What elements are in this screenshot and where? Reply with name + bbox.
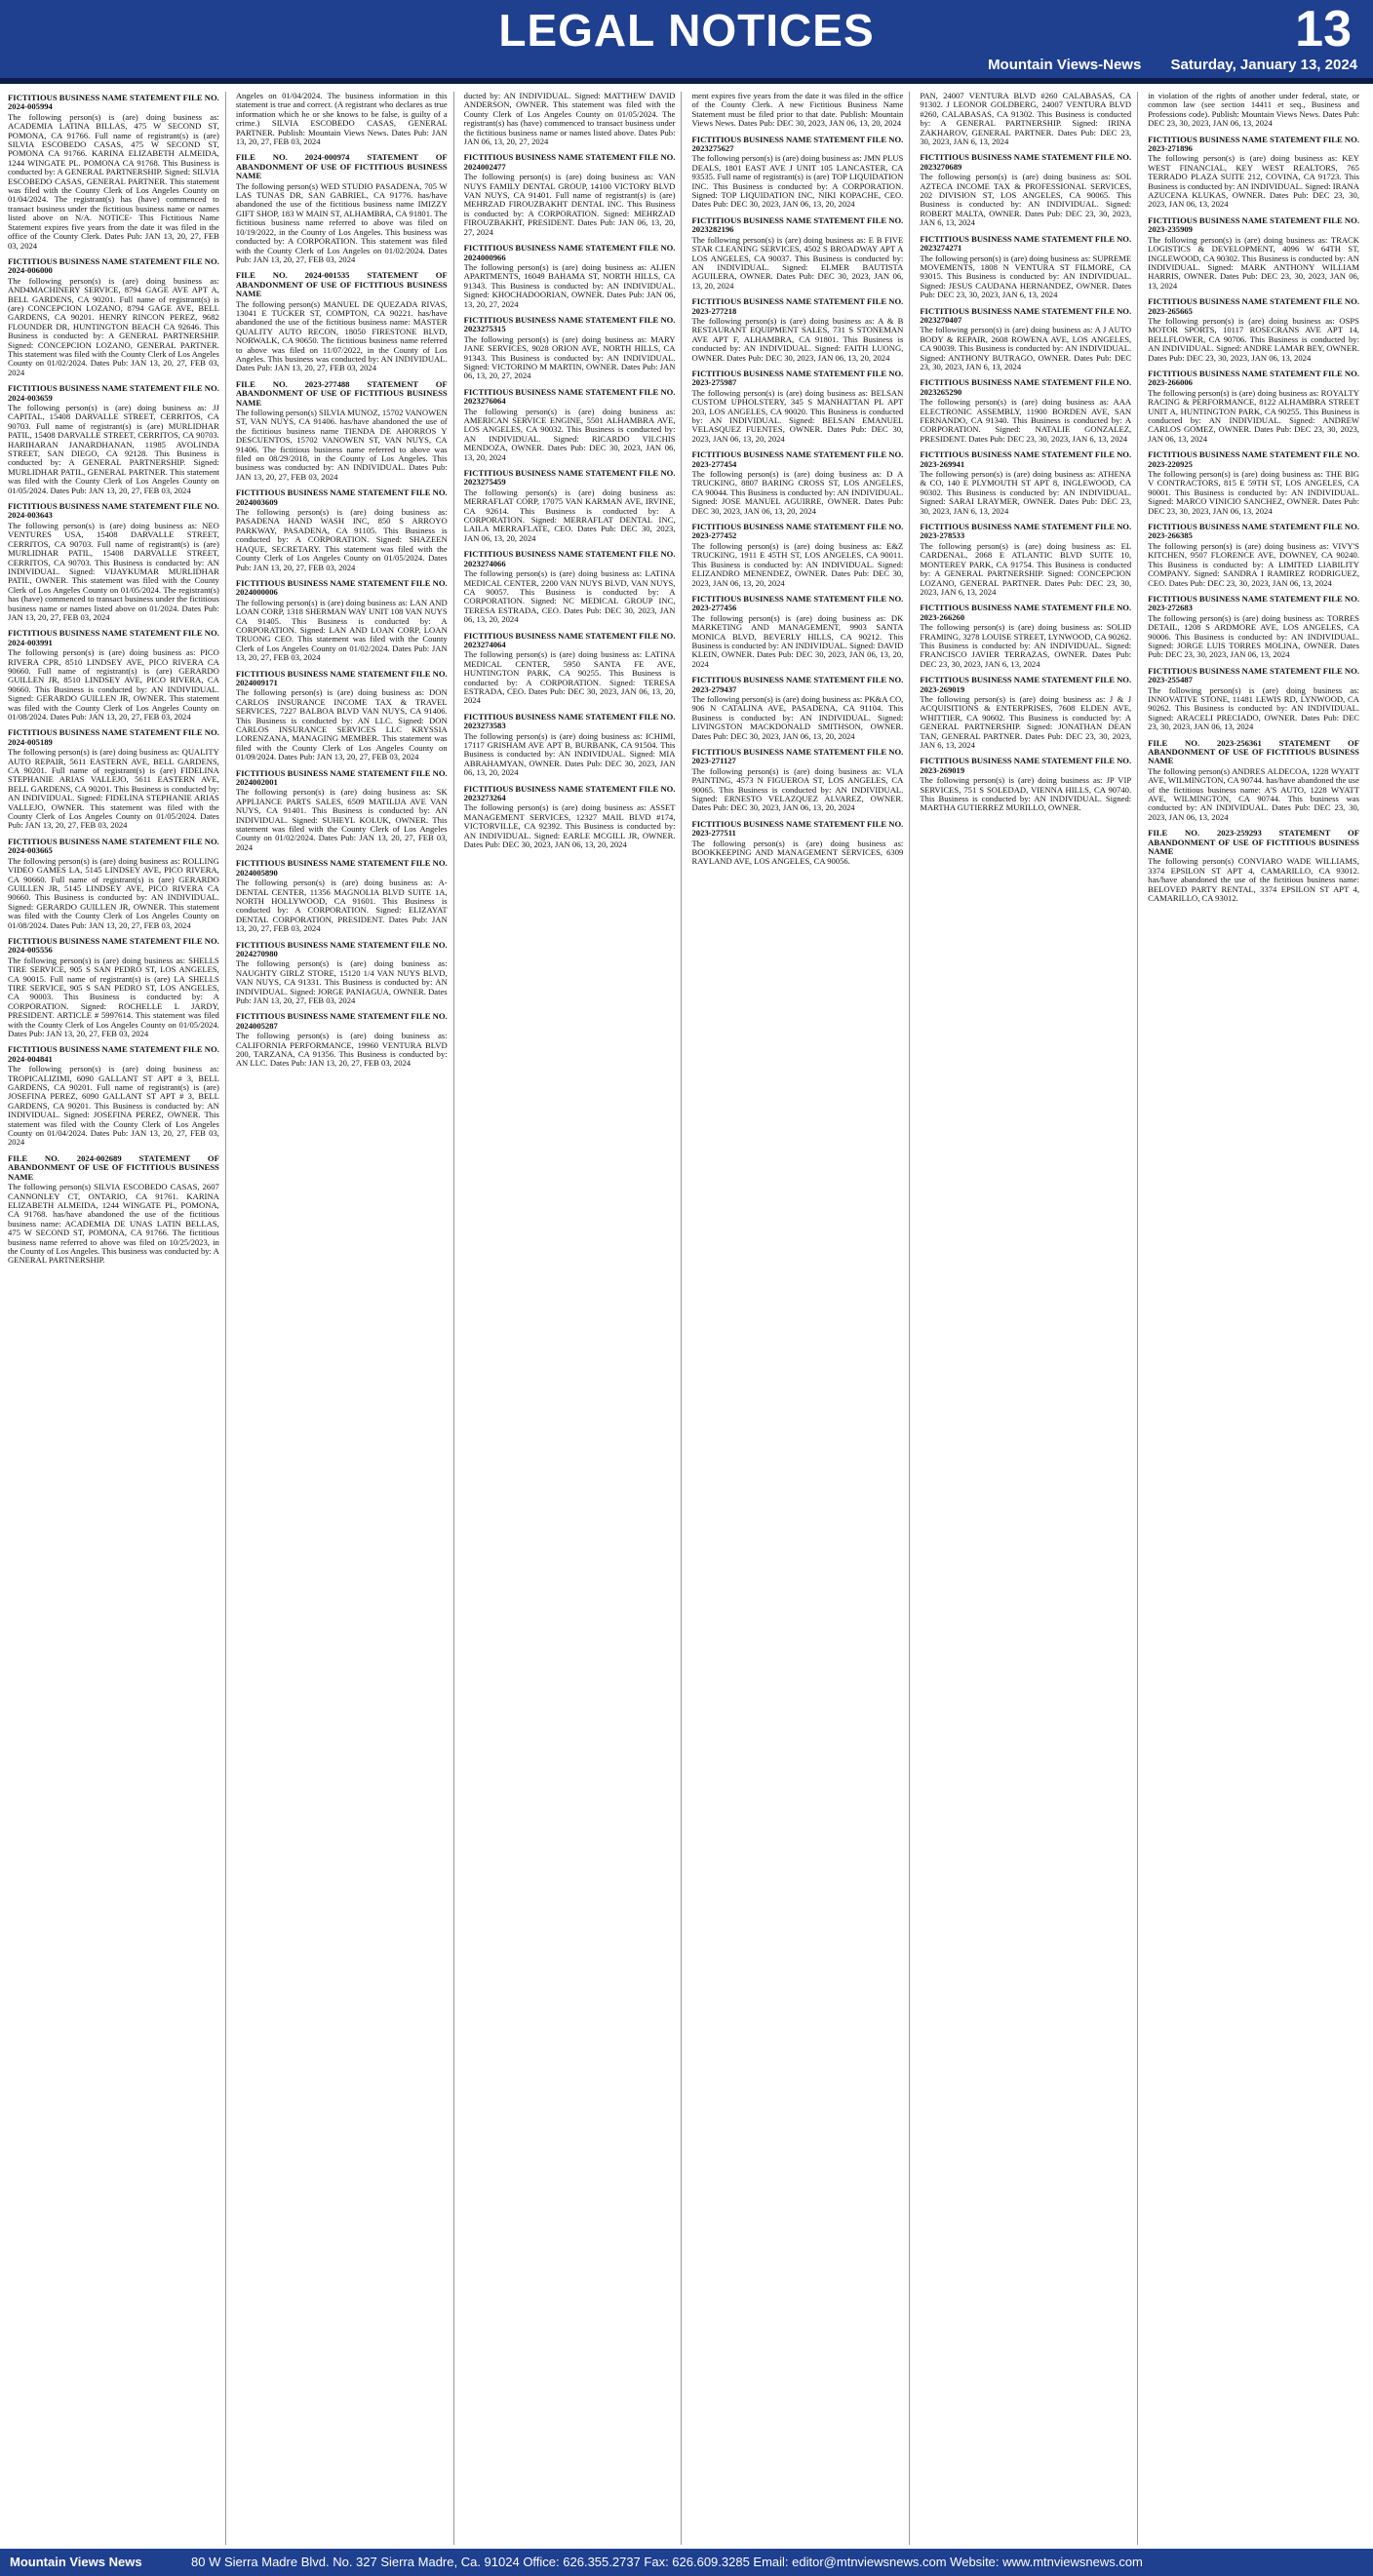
legal-notice [920, 378, 1131, 444]
notice-body: The following person(s) is (are) doing business as: E B FIVE STAR CLEANING SERVICES, 4502 S BROADWAY APT A LOS ANGELES, CA 90037. This Business is conducted by: AN INDIVIDUAL. Signed: ELMER BAUTISTA AGUILERA, OWNER. Dates Pub: DEC 30, 2023, JAN 06, 13, 20, 2024 [691, 234, 904, 291]
notice-heading: FICTITIOUS BUSINESS NAME STATEMENT FILE NO. 2023274066 [463, 549, 676, 568]
notice-heading: FILE NO. 2024-001535 STATEMENT OF ABANDONMENT OF USE OF FICTITIOUS BUSINESS NAME [235, 270, 448, 299]
legal-notice [464, 92, 676, 146]
legal-notice [920, 235, 1131, 300]
notice-body: The following person(s) is (are) doing business as: VAN NUYS FAMILY DENTAL GROUP, 14100 VICTORY BLVD VAN NUYS, CA 91401. Full name of registrant(s) is (are) MEHRZAD FIROUZBAKHT DENTAL INC. This Business is conducted by: A CORPORATION. Signed: MEHRZAD FIROUZBAKHT, PRESIDENT. Dates Pub: JAN 06, 13, 20, 27, 2024 [463, 172, 676, 237]
legal-notice [920, 450, 1131, 516]
footer-contact: 80 W Sierra Madre Blvd. No. 327 Sierra Madre, Ca. 91024 Office: 626.355.2737 Fax: 626.609.3285 Email: editor@mtnviewsnews.com Website: www.mtnviewsnews.com [191, 2555, 1143, 2569]
notice-heading: FICTITIOUS BUSINESS NAME STATEMENT FILE NO. 2024002001 [235, 767, 448, 788]
issue-date: Saturday, January 13, 2024 [1170, 57, 1357, 73]
legal-notice [1148, 370, 1359, 444]
legal-notice [236, 941, 448, 1006]
notice-heading: FICTITIOUS BUSINESS NAME STATEMENT FILE NO. 2023-269019 [920, 675, 1132, 694]
legal-notice [8, 728, 219, 830]
notice-body: The following person(s) is (are) doing business as: BOOKKEEPING AND MANAGEMENT SERVICES, 6309 RAYLAND AVE, LOS ANGELES, CA 90056. [691, 838, 904, 867]
notice-heading: FILE NO. 2023-259293 STATEMENT OF ABANDONMENT OF USE OF FICTITIOUS BUSINESS NAME [1148, 828, 1359, 857]
notice-heading: FICTITIOUS BUSINESS NAME STATEMENT FILE NO. 2023-269019 [920, 756, 1132, 775]
notice-heading: FICTITIOUS BUSINESS NAME STATEMENT FILE NO. 2023-266385 [1148, 522, 1359, 541]
legal-notice [1148, 92, 1359, 129]
notice-body: The following person(s) is (are) doing business as: EL CARDENAL, 2068 E ATLANTIC BLVD SUITE 10, MONTEREY PARK, CA 91754. This Business is conducted by: A GENERAL PARTNERSHIP. Signed: CONCEPCION LOZANO, GENERAL PARTNER. Dates Pub: DEC 23, 30, 2023, JAN 6, 13, 2024 [920, 540, 1132, 597]
notice-heading: FICTITIOUS BUSINESS NAME STATEMENT FILE NO. 2024-006000 [8, 255, 219, 276]
masthead-subline [962, 57, 1357, 73]
notice-heading: FICTITIOUS BUSINESS NAME STATEMENT FILE NO. 2024270980 [235, 939, 448, 958]
notice-heading: FICTITIOUS BUSINESS NAME STATEMENT FILE NO. 2023275627 [691, 134, 904, 154]
notice-body: The following person(s) is (are) doing business as: QUALITY AUTO REPAIR, 5611 EASTERN AVE, BELL GARDENS, CA 90201. Full name of registrant(s) is (are) FIDELINA STEPHANIE ARIAS VALLEJO, 5611 EASTERN AVE, BELL GARDENS, CA 90201. This Business is conducted by: AN INDIVIDUAL. Signed: FIDELINA STEPHANIE ARIAS VALLEJO, OWNER. This statement was filed with the County Clerk of Los Angeles County on 01/05/2024. Dates Pub: JAN 13, 20, 27, FEB 03, 2024 [8, 747, 219, 831]
notice-body: The following person(s) is (are) doing business as: JMN PLUS DEALS, 1801 EAST AVE J UNIT 105 LANCASTER, CA 93535. Full name of registrant(s) is (are) TOP LIQUIDATION INC. This Business is conducted by: A CORPORATION. Signed: TOP LIQUIDATION INC, NIKI KOPACHE, CEO. Dates Pub: DEC 30, 2023, JAN 06, 13, 20, 2024 [691, 153, 904, 210]
notice-body: The following person(s) is (are) doing business as: DK MARKETING AND MANAGEMENT, 9903 SANTA MONICA BLVD, BEVERLY HILLS, CA 90212. This Business is conducted by: AN INDIVIDUAL. Signed: DAVID KLEIN, OWNER. Dates Pub: DEC 30, 2023, JAN 06, 13, 20, 2024 [691, 612, 904, 669]
notice-body: The following person(s) is (are) doing business as: KEY WEST FINANCIAL, KEY WEST REALTORS, 765 TERRADO PLAZA SUITE 212, COVINA, CA 91723. This Business is conducted by: AN INDIVIDUAL. Signed: IRANA AZUCENA KLUKAS, OWNER. Dates Pub: DEC 23, 30, 2023, JAN 06, 13, 2024 [1148, 153, 1359, 210]
notice-body: The following person(s) is (are) doing business as: LAN AND LOAN CORP, 1318 SHERMAN WAY UNIT 108 VAN NUYS CA 91405. This Business is conducted by: A CORPORATION. Signed: LAN AND LOAN CORP, LOAN TRUONG CEO. This statement was filed with the County Clerk of Los Angeles County on 01/02/2024. Dates Pub: JAN 13, 20, 27, FEB 03, 2024 [235, 597, 448, 663]
legal-notice [464, 632, 676, 706]
notice-body: The following person(s) is (are) doing business as: SOL AZTECA INCOME TAX & PROFESSIONAL SERVICES, 202 DIVISION ST, LOS ANGELES, CA 90065. This Business is conducted by: AN INDIVIDUAL. Signed: ROBERT MALTA, OWNER. Dates Pub: DEC 23, 30, 2023, JAN 6, 13, 2024 [920, 172, 1132, 228]
notice-body: The following person(s) is (are) doing business as: ROLLING VIDEO GAMES LA, 5145 LINDSEY AVE, PICO RIVERA, CA 90660. Full name of registrant(s) is (are) GERARDO GUILLEN JR, 5145 LINDSEY AVE, PICO RIVERA CA 90660. This Business is conducted by: AN INDIVIDUAL. Signed: GERARDO GUILLEN JR, OWNER. This statement was filed with the County Clerk of Los Angeles County on 01/08/2024. Dates Pub: JAN 13, 20, 27, FEB 03, 2024 [8, 855, 219, 930]
notice-body: The following person(s) is (are) doing business as: ASSET MANAGEMENT SERVICES, 12327 MAIL BLVD #174, VICTORVILLE, CA 92392. This Business is conducted by: AN INDIVIDUAL. Signed: EARLE MCGILL JR, OWNER. Dates Pub: DEC 30, 2023, JAN 06, 13, 20, 2024 [463, 802, 676, 850]
notice-body: in violation of the rights of another under federal, state, or common law (see section 14411 et seq., Business and Professions code). Publish: Mountain Views News. Dates Pub: DEC 23, 30, 2023, JAN 06, 13, 2024 [1148, 92, 1359, 129]
legal-notice [691, 748, 903, 813]
legal-notice [236, 153, 448, 264]
legal-notice [236, 271, 448, 372]
legal-notice [236, 670, 448, 762]
legal-notice [1148, 595, 1359, 660]
legal-notice [8, 838, 219, 930]
legal-notice [1148, 216, 1359, 291]
notice-body: PAN, 24007 VENTURA BLVD #260 CALABASAS, CA 91302. J LEONOR GOLDBERG, 24007 VENTURA BLVD #260, CALABASAS, CA 91302. This Business is conducted by: A GENERAL PARTNERSHIP. Signed: IRINA ZAKHAROV, GENERAL PARTNER. Dates Pub: DEC 23, 30, 2023, JAN 6, 13, 2024 [920, 92, 1132, 147]
legal-notice [920, 307, 1131, 372]
notice-heading: FICTITIOUS BUSINESS NAME STATEMENT FILE NO. 2023-277452 [691, 522, 904, 541]
notice-heading: FICTITIOUS BUSINESS NAME STATEMENT FILE NO. 2023274064 [463, 630, 676, 649]
notice-body: The following person(s) WED STUDIO PASADENA, 705 W LAS TUNAS DR, SAN GABRIEL, CA 91776. has/have abandoned the use of the fictitious business name IMIZZY GIFT SHOP, 183 W MAIN ST, ALHAMBRA, CA 91801. The fictitious business name referred to above was filed on 10/19/2022, in the County of Los Angeles. This business was conducted by: A CORPORATION. This statement was filed with the County Clerk of Los Angeles on 01/02/2024. Dates Pub: JAN 13, 20, 27, FEB 03, 2024 [235, 180, 448, 264]
legal-notice [1148, 450, 1359, 516]
notice-body: The following person(s) is (are) doing business as: TROPICALIZIMI, 6090 GALLANT ST APT # 3, BELL GARDENS, CA 90201. Full name of registrant(s) is (are) JOSEFINA PEREZ, 6090 GALLANT ST APT # 3, BELL GARDENS, CA 90201. This Business is conducted by: AN INDIVIDUAL. Signed: JOSEFINA PEREZ, OWNER. This statement was filed with the County Clerk of Los Angeles County on 01/04/2024. Dates Pub: JAN 13, 20, 27, FEB 03, 2024 [8, 1064, 219, 1148]
legal-notice [920, 153, 1131, 227]
notice-body: The following person(s) SILVIA ESCOBEDO CASAS, 2607 CANNONLEY CT, ONTARIO, CA 91761. KARINA ELIZABETH ALMEIDA, 1244 WINGATE PL, POMONA, CA 91768. has/have abandoned the use of the fictitious business name: ACADEMIA DE UNAS LATIN BELLAS, 475 W SECOND ST, POMONA, CA 91766. The fictitious business name referred to above was filed on 10/25/2023, in the County of Los Angeles. This business was conducted by: A GENERAL PARTNERSHIP. [8, 1182, 219, 1266]
notice-body: The following person(s) is (are) doing business as: A & B RESTAURANT EQUIPMENT SALES, 731 S STONEMAN AVE APT F, ALHAMBRA, CA 91801. This Business is conducted by: AN INDIVIDUAL. Signed: FAITH LUONG, OWNER. Dates Pub: DEC 30, 2023, JAN 06, 13, 20, 2024 [691, 315, 904, 363]
notice-body: The following person(s) is (are) doing business as: E&Z TRUCKING, 1911 E 45TH ST, LOS ANGELES, CA 90011. This Business is conducted by: AN INDIVIDUAL. Signed: ELIZANDRO MENENDEZ, OWNER. Dates Pub: DEC 30, 2023, JAN 06, 13, 20, 2024 [691, 540, 904, 588]
legal-notice [236, 769, 448, 853]
notice-body: The following person(s) is (are) doing business as: SOLID FRAMING, 3278 LOUISE STREET, LYNWOOD, CA 90262. This Business is conducted by: AN INDIVIDUAL. Signed: FRANCISCO JAVIER TERRAZAS, OWNER. Dates Pub: DEC 23, 30, 2023, JAN 6, 13, 2024 [920, 622, 1132, 669]
legal-notice [236, 488, 448, 572]
notice-heading: FICTITIOUS BUSINESS NAME STATEMENT FILE NO. 2023275315 [463, 314, 676, 334]
notice-heading: FICTITIOUS BUSINESS NAME STATEMENT FILE NO. 2023-275987 [691, 368, 904, 388]
legal-notice [236, 859, 448, 933]
notice-heading: FICTITIOUS BUSINESS NAME STATEMENT FILE NO. 2023-269941 [920, 449, 1132, 469]
notice-heading: FICTITIOUS BUSINESS NAME STATEMENT FILE NO. 2023270689 [920, 152, 1132, 172]
publication-name: Mountain Views-News [988, 57, 1142, 73]
legal-notice [236, 92, 448, 146]
notice-body: The following person(s) is (are) doing business as: JP VIP SERVICES, 751 S SOLEDAD, VIENNA HILLS, CA 90740. This Business is conducted by: AN INDIVIDUAL. Signed: MARTHA GUTIERREZ MURILLO, OWNER. [920, 775, 1132, 813]
column-3 [464, 92, 683, 2545]
footer-publication: Mountain Views News [10, 2555, 142, 2569]
legal-notice [8, 629, 219, 722]
notice-body: The following person(s) is (are) doing business as: A J AUTO BODY & REPAIR, 2608 ROWENA AVE, LOS ANGELES, CA 90039. This Business is conducted by: AN INDIVIDUAL. Signed: ANTHONY BUTRAGO, OWNER. Dates Pub: DEC 23, 30, 2023, JAN 6, 13, 2024 [920, 325, 1132, 371]
notice-heading: FICTITIOUS BUSINESS NAME STATEMENT FILE NO. 2024-003991 [8, 628, 219, 647]
notice-heading: FICTITIOUS BUSINESS NAME STATEMENT FILE NO. 2023-271127 [691, 747, 904, 766]
notice-body: The following person(s) is (are) doing business as: ALIEN APARTMENTS, 16049 BAHAMA ST, NORTH HILLS, CA 91343. This Business is conducted by: AN INDIVIDUAL. Signed: KHOCHADOORIAN, OWNER. Dates Pub: JAN 06, 13, 20, 27, 2024 [463, 261, 676, 309]
masthead-banner [0, 0, 1373, 78]
notice-body: The following person(s) is (are) doing business as: ATHENA & CO, 140 E PLYMOUTH ST APT 8, INGLEWOOD, CA 90302. This Business is conducted by: AN INDIVIDUAL. Signed: SARAI LRAYMER, OWNER. Dates Pub: DEC 23, 30, 2023, JAN 6, 13, 2024 [920, 469, 1132, 516]
notice-body: The following person(s) is (are) doing business as: INNOVATIVE STONE, 11481 LEWIS RD, LYNWOOD, CA 90262. This Business is conducted by: AN INDIVIDUAL. Signed: ARACELI PRECIADO, OWNER. Dates Pub: DEC 23, 30, 2023, JAN 06, 13, 2024 [1148, 684, 1359, 732]
column-6 [1148, 92, 1365, 2545]
legal-notice [1148, 739, 1359, 823]
notice-body: The following person(s) is (are) doing business as: NAUGHTY GIRLZ STORE, 15120 1/4 VAN NUYS BLVD, VAN NUYS, CA 91331. This Business is conducted by: AN INDIVIDUAL. Signed: JORGE PANIAGUA, OWNER. Dates Pub: JAN 13, 20, 27, FEB 03, 2024 [235, 958, 448, 1005]
column-4 [691, 92, 910, 2545]
notice-heading: FICTITIOUS BUSINESS NAME STATEMENT FILE NO. 2023276064 [463, 386, 676, 407]
legal-notice [464, 785, 676, 850]
notice-body: The following person(s) is (are) doing business as: AND4MACHINERY SERVICE, 8794 GAGE AVE APT A, BELL GARDENS, CA 90201. Full name of registrant(s) is (are) CONCEPCION LOZANO, 8794 GAGE AVE, BELL GARDENS, CA 90201. HENRY RINCON PEREZ, 9682 FLOUNDER DR, HUNTINGTON BEACH CA 92646. This Business is conducted by: A GENERAL PARTNERSHIP. Signed: CONCEPCION LOZANO, GENERAL PARTNER. This statement was filed with the County Clerk of Los Angeles County on 01/02/2024. Dates Pub: JAN 13, 20, 27, FEB 03, 2024 [8, 275, 219, 377]
column-2 [236, 92, 454, 2545]
legal-notice [920, 523, 1131, 597]
notice-heading: FICTITIOUS BUSINESS NAME STATEMENT FILE NO. 2024-005556 [8, 935, 219, 956]
notice-heading: FILE NO. 2023-256361 STATEMENT OF ABANDONMENT OF USE OF FICTITIOUS BUSINESS NAME [1148, 737, 1359, 766]
notice-columns [8, 92, 1365, 2545]
legal-notice [1148, 829, 1359, 903]
notice-heading: FILE NO. 2023-277488 STATEMENT OF ABANDONMENT OF USE OF FICTITIOUS BUSINESS NAME [235, 378, 448, 408]
column-1 [8, 92, 226, 2545]
notice-heading: FILE NO. 2024-002689 STATEMENT OF ABANDONMENT OF USE OF FICTITIOUS BUSINESS NAME [8, 1152, 219, 1182]
notice-heading: FICTITIOUS BUSINESS NAME STATEMENT FILE NO. 2023-278533 [920, 522, 1132, 541]
notice-body: ment expires five years from the date it was filed in the office of the County Clerk. A new Fictitious Business Name Statement must be filed prior to that date. Publish: Mountain Views News. Dates Pub: DEC 30, 2023, JAN 06, 13, 20, 2024 [691, 92, 904, 129]
notice-body: The following person(s) is (are) doing business as: OSPS MOTOR SPORTS, 10117 ROSECRANS AVE APT 14, BELLFLOWER, CA 90706. This Business is conducted by: AN INDIVIDUAL. Signed: ANDRE LAMAR BEY, OWNER. Dates Pub: DEC 23, 30, 2023, JAN 06, 13, 2024 [1148, 315, 1359, 363]
notice-body: The following person(s) is (are) doing business as: ICHIMI, 17117 GRISHAM AVE APT B, BURBANK, CA 91504. This Business is conducted by: AN INDIVIDUAL. Signed: MIA ABRAHAMYAN, OWNER. Dates Pub: DEC 30, 2023, JAN 06, 13, 20, 2024 [463, 730, 676, 778]
notice-heading: FICTITIOUS BUSINESS NAME STATEMENT FILE NO. 2024-003665 [8, 836, 219, 856]
notice-body: The following person(s) CONVIARO WADE WILLIAMS, 3374 EPSILON ST APT 4, CAMARILLO, CA 93012. has/have abandoned the use of the fictitious business name: BELOVED PARTY RENTAL, 3374 EPSILON ST APT 4, CAMARILLO, CA 93012. [1148, 856, 1359, 904]
column-5 [920, 92, 1138, 2545]
notice-heading: FICTITIOUS BUSINESS NAME STATEMENT FILE NO. 2024000006 [235, 577, 448, 598]
notice-heading: FICTITIOUS BUSINESS NAME STATEMENT FILE NO. 2023-271896 [1148, 134, 1359, 154]
notice-body: The following person(s) is (are) doing business as: PASADENA HAND WASH INC, 850 S ARROYO PARKWAY, PASADENA, CA 91105. This Business is conducted by: A CORPORATION. Signed: SHAZEEN HAQUE, SECRETARY. This statement was filed with the County Clerk of Los Angeles County on 01/05/2024. Dates Pub: JAN 13, 20, 27, FEB 03, 2024 [235, 507, 448, 572]
notice-body: The following person(s) is (are) doing business as: NEO VENTURES USA, 15408 DARVALLE STREET, CERRITOS, CA 90703. Full name of registrant(s) is (are) MURLIDHAR PATIL, 15408 DARVALLE STREET, CERRITOS, CA 90703. This Business is conducted by: AN INDIVIDUAL. Signed: VIJAYKUMAR MURLIDHAR PATIL, OWNER. This statement was filed with the County Clerk of Los Angeles County on 01/05/2024. The registrant(s) has (have) commenced to transact business under the fictitious business name or names listed above on 01/2024. Dates Pub: JAN 13, 20, 27, FEB 03, 2024 [8, 520, 219, 622]
notice-body: The following person(s) is (are) doing business as: PK&A CO, 906 N CATALINA AVE, PASADENA, CA 91104. This Business is conducted by: AN INDIVIDUAL. Signed: LIVINGSTON MACKDONALD SMITHSON, OWNER. Dates Pub: DEC 30, 2023, JAN 06, 13, 20, 2024 [691, 693, 904, 741]
footer-bar [0, 2549, 1373, 2576]
notice-body: The following person(s) is (are) doing business as: AMERICAN SERVICE ENGINE, 5501 ALHAMBRA AVE, LOS ANGELES, CA 90032. This Business is conducted by: AN INDIVIDUAL. Signed: RICARDO VILCHIS MENDOZA, OWNER. Dates Pub: DEC 30, 2023, JAN 06, 13, 20, 2024 [463, 406, 676, 462]
legal-notice [920, 676, 1131, 750]
notice-heading: FICTITIOUS BUSINESS NAME STATEMENT FILE NO. 2023273583 [463, 711, 676, 731]
notice-body: The following person(s) is (are) doing business as: A-DENTAL CENTER, 11356 MAGNOLIA BLVD SUITE 1A, NORTH HOLLYWOOD, CA 91601. This Business is conducted by: A CORPORATION. Signed: ELIZAYAT DENTAL CORPORATION, PRESIDENT. Dates Pub: JAN 13, 20, 27, FEB 03, 2024 [235, 878, 448, 934]
notice-body: Angeles on 01/04/2024. The business information in this statement is true and correct. (A registrant who declares as true information which he or she knows to be false, is guilty of a crime.) SILVIA ESCOBEDO CASAS, GENERAL PARTNER. Publish: Mountain Views News. Dates Pub: JAN 13, 20, 27, FEB 03, 2024 [235, 92, 448, 147]
notice-heading: FICTITIOUS BUSINESS NAME STATEMENT FILE NO. 2024-003659 [8, 383, 219, 403]
notice-heading: FICTITIOUS BUSINESS NAME STATEMENT FILE NO. 2023-266006 [1148, 368, 1359, 388]
section-title: LEGAL NOTICES [498, 5, 875, 56]
legal-notice [236, 579, 448, 663]
notice-body: The following person(s) is (are) doing business as: TRACK LOGISTICS & DEVELOPMENT, 4096 W 64TH ST, INGLEWOOD, CA 90302. This Business is conducted by: AN INDIVIDUAL. Signed: MARK ANTHONY WILLIAM HARRIS, OWNER. Dates Pub: DEC 23, 30, 2023, JAN 06, 13, 2024 [1148, 234, 1359, 291]
legal-notice [691, 523, 903, 588]
notice-heading: FICTITIOUS BUSINESS NAME STATEMENT FILE NO. 2023-277511 [691, 818, 904, 839]
notice-body: The following person(s) is (are) doing business as: ACADEMIA LATINA BILLAS, 475 W SECOND ST, POMONA, CA 91766. Full name of registrant(s) is (are) SILVIA ESCOBEDO CASAS, 475 W SECOND ST, POMONA CA 91766. KARINA ELIZABETH ALMEIDA, 1244 WINGATE PL. POMONA CA 91768. This Business is conducted by: A GENERAL PARTNERSHIP. Signed: SILVIA ESCOBEDO CASAS, GENERAL PARTNER. This statement was filed with the County Clerk of Los Angeles County on 01/04/2024. The registrant(s) has (have) commenced to transact business under the fictitious business name or names listed above on N/A. NOTICE- This Fictitious Name Statement expires five years from the date it was filed in the office of the County Clerk. Dates Pub: JAN 13, 20, 27, FEB 03, 2024 [8, 111, 219, 251]
notice-body: The following person(s) is (are) doing business as: JJ CAPITAL, 15408 DARVALLE STREET, CERRITOS, CA 90703. Full name of registrant(s) is (are) MURLIDHAR PATIL, 15408 DARVALLE STREET, CERRITOS, CA 90703. HARIHARAN JANARDHANAN, 11985 AVOLINDA STREET, SAN DIEGO, CA 92128. This Business is conducted by: A GENERAL PARTNERSHIP. Signed: MURLIDHAR PATIL, GENERAL PARTNER. This statement was filed with the County Clerk of Los Angeles County on 01/05/2024. Dates Pub: JAN 13, 20, 27, FEB 03, 2024 [8, 403, 219, 495]
notice-heading: FICTITIOUS BUSINESS NAME STATEMENT FILE NO. 2024003609 [235, 488, 448, 507]
notice-heading: FICTITIOUS BUSINESS NAME STATEMENT FILE NO. 2023-265665 [1148, 296, 1359, 316]
notice-heading: FICTITIOUS BUSINESS NAME STATEMENT FILE NO. 2023274271 [920, 233, 1132, 254]
legal-notice [8, 1045, 219, 1147]
legal-notice [1148, 523, 1359, 588]
notice-body: The following person(s) is (are) doing business as: MARY JANE SERVICES, 9028 ORION AVE, NORTH HILLS, CA 91343. This Business is conducted by: AN INDIVIDUAL. Signed: VICTORINO M MARTIN, OWNER. Dates Pub: JAN 06, 13, 20, 27, 2024 [463, 333, 676, 381]
notice-body: The following person(s) is (are) doing business as: LATINA MEDICAL CENTER, 2200 VAN NUYS BLVD, VAN NUYS, CA 90057. This Business is conducted by: A CORPORATION. Signed: NC MEDICAL GROUP INC, TERESA ESTRADA, CEO. Dates Pub: DEC 30, 2023, JAN 06, 13, 20, 2024 [463, 568, 676, 625]
legal-notice [464, 469, 676, 543]
legal-notice [691, 450, 903, 516]
notice-heading: FICTITIOUS BUSINESS NAME STATEMENT FILE NO. 2024-005189 [8, 727, 219, 747]
notice-heading: FICTITIOUS BUSINESS NAME STATEMENT FILE NO. 2023-272683 [1148, 593, 1359, 613]
notice-body: The following person(s) is (are) doing business as: AAA ELECTRONIC ASSEMBLY, 11900 BORDEN AVE, SAN FERNANDO, CA 91340. This Business is conducted by: A CORPORATION. Signed: NATALIE GONZALEZ, PRESIDENT. Dates Pub: DEC 23, 30, 2023, JAN 6, 13, 2024 [920, 397, 1132, 444]
notice-heading: FICTITIOUS BUSINESS NAME STATEMENT FILE NO. 2024-004841 [8, 1044, 219, 1064]
notice-heading: FICTITIOUS BUSINESS NAME STATEMENT FILE NO. 2024005287 [235, 1011, 448, 1031]
notice-heading: FICTITIOUS BUSINESS NAME STATEMENT FILE NO. 2023270407 [920, 305, 1132, 325]
notice-heading: FICTITIOUS BUSINESS NAME STATEMENT FILE NO. 2023275459 [463, 468, 676, 488]
legal-notice [8, 937, 219, 1038]
legal-notice [691, 820, 903, 867]
notice-body: The following person(s) is (are) doing business as: THE BIG V CONTRACTORS, 815 E 59TH ST, LOS ANGELES, CA 90001. This Business is conducted by: AN INDIVIDUAL. Signed: MARCO VINICIO SANCHEZ, OWNER. Dates Pub: DEC 23, 30, 2023, JAN 06, 13, 2024 [1148, 469, 1359, 516]
notice-heading: FICTITIOUS BUSINESS NAME STATEMENT FILE NO. 2024005890 [235, 858, 448, 878]
legal-notice [8, 384, 219, 495]
legal-notice [236, 1012, 448, 1068]
notice-heading: FICTITIOUS BUSINESS NAME STATEMENT FILE NO. 2024002477 [463, 152, 676, 172]
notice-body: The following person(s) SILVIA MUNOZ, 15702 VANOWEN ST, VAN NUYS, CA 91406. has/have abandoned the use of the fictitious business name TIENDA DE AHORROS Y DESCUENTOS, 15702 VANOWEN ST, VAN NUYS, CA 91406. The fictitious business name referred to above was filed on 08/29/2018, in the County of Los Angeles. This business was conducted by: AN INDIVIDUAL. Dates Pub: JAN 13, 20, 27, FEB 03, 2024 [235, 408, 448, 482]
legal-notice [691, 297, 903, 363]
notice-heading: FICTITIOUS BUSINESS NAME STATEMENT FILE NO. 2024-003643 [8, 501, 219, 521]
notice-body: The following person(s) is (are) doing business as: VLA PAINTING, 4573 N FIGUEROA ST, LOS ANGELES, CA 90065. This Business is conducted by: AN INDIVIDUAL. Signed: ERNESTO VELAZQUEZ ALVAREZ, OWNER. Dates Pub: DEC 30, 2023, JAN 06, 13, 20, 2024 [691, 765, 904, 813]
notice-heading: FICTITIOUS BUSINESS NAME STATEMENT FILE NO. 2023265290 [920, 377, 1132, 397]
notice-body: The following person(s) ANDRES ALDECOA, 1228 WYATT AVE, WILMINGTON, CA 90744. has/have abandoned the use of the fictitious business name: A'S AUTO, 1228 WYATT AVE, WILMINGTON, CA 90744. This business was conducted by: AN INDIVIDUAL. Dates Pub: DEC 23, 30, 2023, JAN 06, 13, 2024 [1148, 765, 1359, 822]
legal-notice [1148, 136, 1359, 210]
notice-body: The following person(s) is (are) doing business as: PICO RIVERA CPR, 8510 LINDSEY AVE, PICO RIVERA CA 90660. Full name of registrant(s) is (are) GERARDO GUILLEN JR, 8510 LINDSEY AVE, PICO RIVERA, CA 90660. This Business is conducted by: AN INDIVIDUAL. Signed: GERARDO GUILLEN JR, OWNER. This statement was filed with the County Clerk of Los Angeles County on 01/08/2024. Dates Pub: JAN 13, 20, 27, FEB 03, 2024 [8, 647, 219, 722]
legal-notice [920, 604, 1131, 669]
legal-notice [1148, 667, 1359, 732]
notice-body: The following person(s) is (are) doing business as: LATINA MEDICAL CENTER, 5950 SANTA FE AVE, HUNTINGTON PARK, CA 90255. This Business is conducted by: A CORPORATION. Signed: TERESA ESTRADA, CEO. Dates Pub: DEC 30, 2023, JAN 06, 13, 20, 2024 [463, 649, 676, 706]
notice-heading: FICTITIOUS BUSINESS NAME STATEMENT FILE NO. 2023-277218 [691, 296, 904, 316]
masthead-rule [0, 78, 1373, 84]
notice-heading: FICTITIOUS BUSINESS NAME STATEMENT FILE NO. 2023-266260 [920, 603, 1132, 622]
notice-heading: FICTITIOUS BUSINESS NAME STATEMENT FILE NO. 2023-255487 [1148, 665, 1359, 685]
legal-notice [464, 316, 676, 381]
notice-body: The following person(s) is (are) doing business as: SUPREME MOVEMENTS, 1808 N VENTURA ST FILMORE, CA 93015. This Business is conducted by: AN INDIVIDUAL. Signed: JESUS CAUDANA HERNANDEZ, OWNER. Dates Pub: DEC 23, 30, 2023, JAN 6, 13, 2024 [920, 253, 1132, 300]
legal-notice [8, 1154, 219, 1266]
notice-heading: FICTITIOUS BUSINESS NAME STATEMENT FILE NO. 2024000966 [463, 243, 676, 262]
legal-notice [1148, 297, 1359, 363]
legal-notice [464, 713, 676, 778]
notice-body: The following person(s) is (are) doing business as: MERRAFLAT CORP, 17075 VAN KARMAN AVE, IRVINE, CA 92614. This Business is conducted by: A CORPORATION. Signed: MERRAFLAT DENTAL INC, LAILA MERRAFLATE, CEO. Dates Pub: DEC 30, 2023, JAN 06, 13, 20, 2024 [463, 487, 676, 543]
notice-heading: FICTITIOUS BUSINESS NAME STATEMENT FILE NO. 2023-279437 [691, 675, 904, 694]
notice-heading: FICTITIOUS BUSINESS NAME STATEMENT FILE NO. 2023-277456 [691, 593, 904, 613]
notice-body: The following person(s) is (are) doing business as: BELSAN CUSTOM UPHOLSTERY, 345 S MANHATTAN PL APT 203, LOS ANGELES, CA 90020. This Business is conducted by: AN INDIVIDUAL. Signed: BELSAN EMANUEL VELASQUEZ FUENTES, OWNER. Dates Pub: DEC 30, 2023, JAN 06, 13, 20, 2024 [691, 387, 904, 444]
notice-body: The following person(s) is (are) doing business as: SK APPLIANCE PARTS SALES, 6509 MATILIJA AVE VAN NUYS, CA 91401. This Business is conducted by: AN INDIVIDUAL. Signed: SUHEYL KOLUK, OWNER. This statement was filed with the County Clerk of Los Angeles County on 01/02/2024. Dates Pub: JAN 13, 20, 27, FEB 03, 2024 [235, 787, 448, 852]
notice-heading: FICTITIOUS BUSINESS NAME STATEMENT FILE NO. 2023-277454 [691, 449, 904, 469]
legal-notice [691, 370, 903, 444]
notice-heading: FICTITIOUS BUSINESS NAME STATEMENT FILE NO. 2023-235909 [1148, 215, 1359, 235]
legal-notice [464, 388, 676, 462]
legal-notice [691, 216, 903, 291]
legal-notice [464, 550, 676, 624]
legal-notice [691, 136, 903, 210]
legal-notice [691, 595, 903, 669]
notice-body: The following person(s) is (are) doing business as: SHELLS TIRE SERVICE, 905 S SAN PEDRO ST, LOS ANGELES, CA 90015. Full name of registrant(s) is (are) LA SHELLS TIRE SERVICE, 905 S SAN PEDRO ST, LOS ANGELES, CA 90003. This Business is conducted by: A CORPORATION. Signed: ROCHELLE L JARDY, PRESIDENT. ARTICLE # 5997614. This statement was filed with the County Clerk of Los Angeles County on 01/05/2024. Dates Pub: JAN 13, 20, 27, FEB 03, 2024 [8, 955, 219, 1038]
notice-heading: FILE NO. 2024-000974 STATEMENT OF ABANDONMENT OF USE OF FICTITIOUS BUSINESS NAME [235, 152, 448, 181]
notice-heading: FICTITIOUS BUSINESS NAME STATEMENT FILE NO. 2023273264 [463, 783, 676, 803]
notice-body: The following person(s) is (are) doing business as: J & J ACQUISITIONS & ENTERPRISES, 7608 ELDEN AVE, WHITTIER, CA 90602. This Business is conducted by: A GENERAL PARTNERSHIP. Signed: JONATHAN DEAN TAN, GENERAL PARTNER. Dates Pub: DEC 23, 30, 2023, JAN 6, 13, 2024 [920, 693, 1132, 750]
legal-notice [8, 94, 219, 251]
notice-body: The following person(s) is (are) doing business as: CALIFORNIA PERFORMANCE, 19960 VENTURA BLVD 200, TARZANA, CA 91356. This Business is conducted by: AN LLC. Dates Pub: JAN 13, 20, 27, FEB 03, 2024 [235, 1031, 448, 1069]
legal-notice [691, 92, 903, 129]
notice-heading: FICTITIOUS BUSINESS NAME STATEMENT FILE NO. 2023-220925 [1148, 449, 1359, 469]
legal-notice [920, 757, 1131, 812]
notice-body: The following person(s) is (are) doing business as: VIVY'S KITCHEN, 9507 FLORENCE AVE, DOWNEY, CA 90240. This Business is conducted by: A LIMITED LIABILITY COMPANY. Signed: SANDRA I RAMIREZ RODRIGUEZ, CEO. Dates Pub: DEC 23, 30, 2023, JAN 06, 13, 2024 [1148, 540, 1359, 588]
notice-body: The following person(s) is (are) doing business as: ROYALTY RACING & PERFORMANCE, 8122 ALHAMBRA STREET UNIT A, HUNTINGTON PARK, CA 90255. This Business is conducted by: AN INDIVIDUAL. Signed: ANDREW CARLOS GOMEZ, OWNER. Dates Pub: DEC 23, 30, 2023, JAN 06, 13, 2024 [1148, 387, 1359, 444]
notice-body: The following person(s) MANUEL DE QUEZADA RIVAS, 13041 E TUCKER ST, COMPTON, CA 90221. has/have abandoned the use of the fictitious business name: MASTER QUALITY AUTO RECON, 18050 FIRESTONE BLVD, NORWALK, CA 90650. The fictitious business name referred to above was filed on 11/07/2022, in the County of Los Angeles. This business was conducted by: AN INDIVIDUAL. Dates Pub: JAN 13, 20, 27, FEB 03, 2024 [235, 298, 448, 373]
legal-notice [920, 92, 1131, 146]
notice-body: The following person(s) is (are) doing business as: D A TRUCKING, 8807 BARING CROSS ST, LOS ANGELES, CA 90044. This Business is conducted by: AN INDIVIDUAL. Signed: JOSE MANUEL AGUIRRE, OWNER. Dates Pub: DEC 30, 2023, JAN 06, 13, 20, 2024 [691, 469, 904, 516]
legal-notice [464, 244, 676, 309]
notice-heading: FICTITIOUS BUSINESS NAME STATEMENT FILE NO. 2024-005994 [8, 93, 219, 112]
notice-body: ducted by: AN INDIVIDUAL. Signed: MATTHEW DAVID ANDERSON, OWNER. This statement was filed with the County Clerk of Los Angeles County on 01/05/2024. The registrant(s) has (have) commenced to transact business under the fictitious business name or names listed above. Dates Pub: JAN 06, 13, 20, 27, 2024 [463, 92, 676, 147]
legal-notice [8, 257, 219, 377]
notice-body: The following person(s) is (are) doing business as: TORRES DETAIL, 1208 S ARDMORE AVE, LOS ANGELES, CA 90006. This Business is conducted by: AN INDIVIDUAL. Signed: JORGE LUIS TORRES MOLINA, OWNER. Dates Pub: DEC 23, 30, 2023, JAN 06, 13, 2024 [1148, 612, 1359, 660]
legal-notice [8, 502, 219, 622]
notice-heading: FICTITIOUS BUSINESS NAME STATEMENT FILE NO. 2024009171 [235, 668, 448, 687]
legal-notice [464, 153, 676, 237]
legal-notice [691, 676, 903, 741]
notice-heading: FICTITIOUS BUSINESS NAME STATEMENT FILE NO. 2023282196 [691, 215, 904, 235]
legal-notice [236, 380, 448, 482]
notice-body: The following person(s) is (are) doing business as: DON CARLOS INSURANCE INCOME TAX & TRAVEL SERVICES, 7227 BALBOA BLVD VAN NUYS, CA 91406. This Business is conducted by: AN LLC. Signed: DON CARLOS INSURANCE SERVICES LLC KRYSSIA LORENZANA, MANAGING MEMBER. This statement was filed with the County Clerk of Los Angeles County on 01/09/2024. Dates Pub: JAN 13, 20, 27, FEB 03, 2024 [235, 687, 448, 762]
page-number: 13 [1295, 1, 1352, 58]
